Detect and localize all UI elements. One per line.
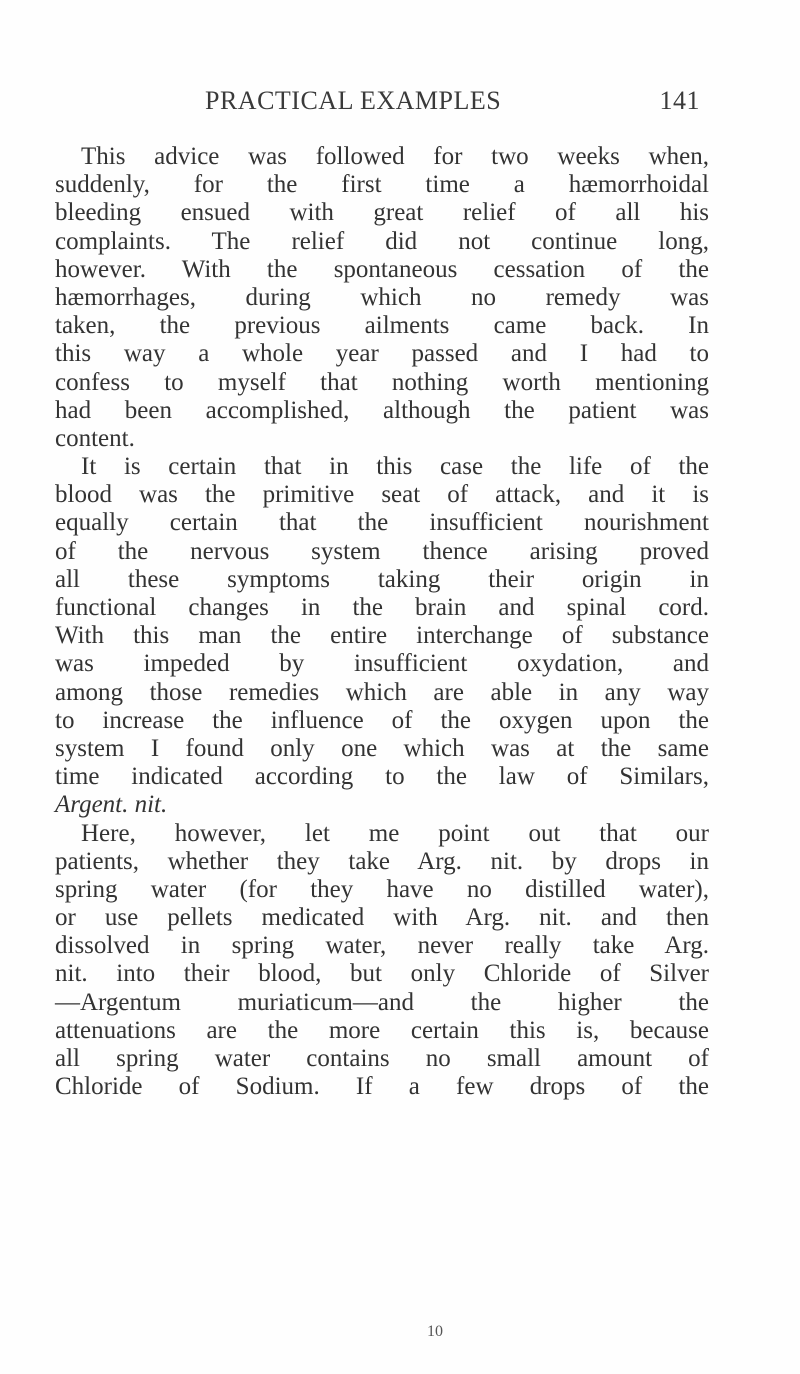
- text-line: equally certain that the insufficient nourishment: [55, 509, 709, 537]
- text-line: among those remedies which are able in any way: [55, 678, 709, 706]
- text-line: It is certain that in this case the life of the: [81, 453, 709, 481]
- text-line: blood was the primitive seat of attack, and it is: [55, 481, 709, 509]
- text-line: nit. into their blood, but only Chloride of Silver: [55, 960, 709, 988]
- text-line: of the nervous system thence arising proved: [55, 537, 709, 565]
- text-line: Here, however, let me point out that our: [81, 819, 709, 847]
- text-line: hæmorrhages, during which no remedy was: [55, 283, 709, 311]
- text-line: attenuations are the more certain this is, because: [55, 1016, 709, 1044]
- text-line: all these symptoms taking their origin in: [55, 565, 709, 593]
- text-line: taken, the previous ailments came back. In: [55, 312, 709, 340]
- signature-mark: 10: [427, 1323, 443, 1340]
- text-line: complaints. The relief did not continue long,: [55, 227, 709, 255]
- text-line: bleeding ensued with great relief of all his: [55, 199, 709, 227]
- text-line: this way a whole year passed and I had to: [55, 340, 709, 368]
- text-line: Argent. nit.: [55, 791, 168, 819]
- text-line: Chloride of Sodium. If a few drops of the: [55, 1073, 709, 1101]
- text-line: was impeded by insufficient oxydation, and: [55, 650, 709, 678]
- text-line: dissolved in spring water, never really take Arg.: [55, 932, 709, 960]
- text-line: suddenly, for the first time a hæmorrhoidal: [55, 171, 709, 199]
- text-line: spring water (for they have no distilled water),: [55, 875, 709, 903]
- running-head-title: PRACTICAL EXAMPLES: [205, 86, 502, 115]
- page-number: 141: [659, 86, 700, 115]
- text-line: confess to myself that nothing worth mentioning: [55, 368, 709, 396]
- text-line: This advice was followed for two weeks when,: [81, 143, 709, 170]
- text-line: content.: [55, 424, 135, 452]
- text-line: all spring water contains no small amount of: [55, 1045, 709, 1072]
- text-line: system I found only one which was at the same: [55, 734, 709, 762]
- text-line: had been accomplished, although the patient was: [55, 396, 709, 424]
- text-line: however. With the spontaneous cessation of the: [55, 255, 709, 283]
- text-line: With this man the entire interchange of substance: [55, 622, 709, 650]
- text-line: functional changes in the brain and spinal cord.: [55, 594, 709, 621]
- text-line: time indicated according to the law of Similars,: [55, 763, 709, 791]
- running-head: [205, 86, 700, 120]
- text-line: or use pellets medicated with Arg. nit. and then: [55, 904, 709, 932]
- text-line: to increase the influence of the oxygen upon the: [55, 706, 709, 734]
- text-line: patients, whether they take Arg. nit. by drops in: [55, 847, 709, 875]
- body-text: [55, 143, 709, 1101]
- text-line: —Argentum muriaticum—and the higher the: [55, 988, 709, 1016]
